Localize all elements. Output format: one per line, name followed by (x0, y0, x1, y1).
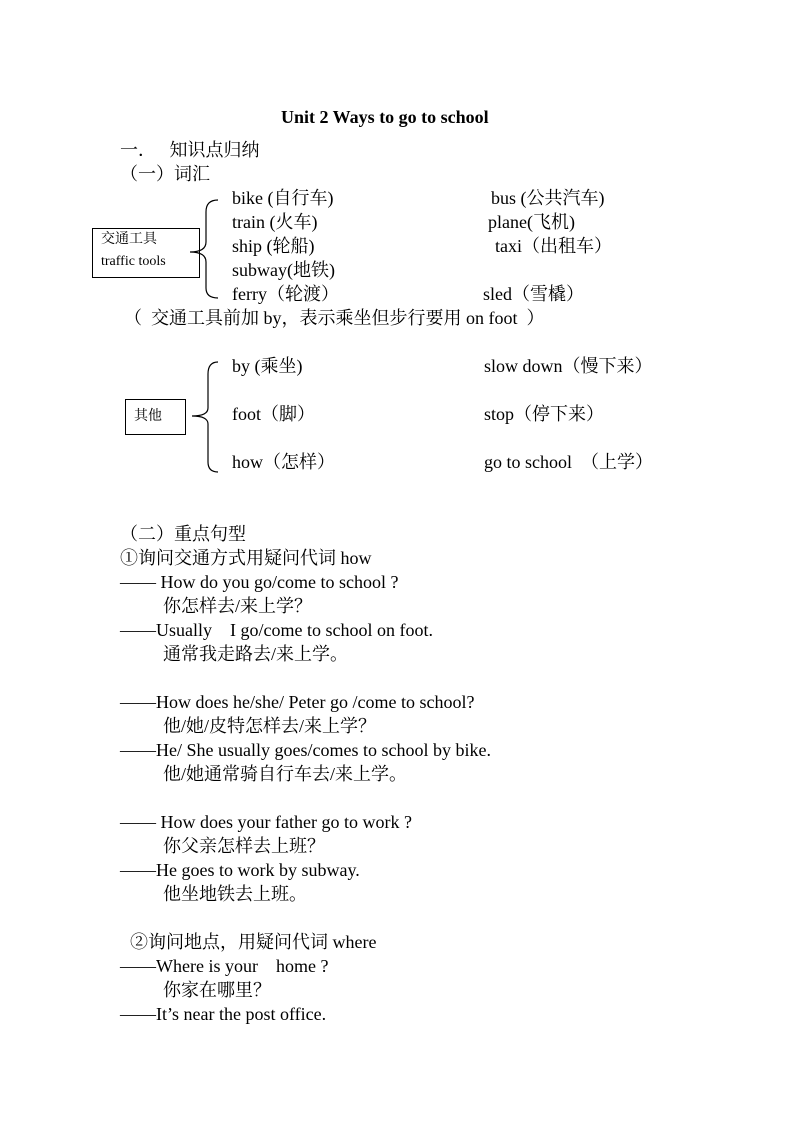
transport-box (92, 228, 200, 278)
vocab-by: by (乘坐) (232, 356, 303, 376)
dialog-translation: 他/她通常骑自行车去/来上学。 (163, 764, 408, 784)
vocab-train: train (火车) (232, 212, 318, 232)
section-heading: 一． 知识点归纳 (120, 140, 260, 160)
dialog-line: —— How does your father go to work ? (120, 812, 412, 832)
dialog-line: ——It’s near the post office. (120, 1004, 327, 1024)
vocab-bus: bus (公共汽车) (491, 188, 605, 208)
vocab-note: （ 交通工具前加 by，表示乘坐但步行要用 on foot ） (124, 308, 545, 328)
vocab-subway: subway(地铁) (232, 260, 335, 280)
dialog-line: ——He goes to work by subway. (120, 860, 360, 880)
dialog-line: ——Where is your home ? (120, 956, 329, 976)
vocab-foot: foot（脚） (232, 404, 315, 424)
vocab-plane: plane(飞机) (488, 212, 575, 232)
dialog-line: ——How does he/she/ Peter go /come to school? (120, 692, 475, 712)
other-box: 其他 (125, 399, 186, 435)
vocab-stop: stop（停下来） (484, 404, 605, 424)
point-how: ①询问交通方式用疑问代词 how (120, 548, 372, 568)
dialog-line: ——Usually I go/come to school on foot. (120, 620, 433, 640)
point-where: ②询问地点，用疑问代词 where (130, 932, 377, 952)
vocab-slow-down: slow down（慢下来） (484, 356, 653, 376)
vocab-ferry: ferry（轮渡） (232, 284, 339, 304)
vocab-go-to-school: go to school （上学） (484, 452, 653, 472)
vocab-bike: bike (自行车) (232, 188, 334, 208)
dialog-translation: 他/她/皮特怎样去/来上学？ (163, 716, 377, 736)
vocab-ship: ship (轮船) (232, 236, 315, 256)
dialog-translation: 他坐地铁去上班。 (163, 884, 307, 904)
subsection-sentences: （二）重点句型 (120, 524, 246, 544)
page-title: Unit 2 Ways to go to school (281, 107, 489, 127)
dialog-line: —— How do you go/come to school ? (120, 572, 399, 592)
dialog-translation: 通常我走路去/来上学。 (163, 644, 348, 664)
vocab-how: how（怎样） (232, 452, 335, 472)
box-label-en: traffic tools (101, 254, 166, 269)
dialog-line: ——He/ She usually goes/comes to school by bike. (120, 740, 491, 760)
vocab-taxi: taxi（出租车） (495, 236, 612, 256)
dialog-translation: 你父亲怎样去上班？ (163, 836, 325, 856)
brace-icon (186, 196, 222, 304)
box-label-cn: 交通工具 (101, 232, 157, 247)
dialog-translation: 你怎样去/来上学？ (163, 596, 313, 616)
subsection-vocab: （一）词汇 (120, 164, 210, 184)
vocab-sled: sled（雪橇） (483, 284, 584, 304)
dialog-translation: 你家在哪里？ (163, 980, 271, 1000)
brace-icon (188, 358, 222, 476)
